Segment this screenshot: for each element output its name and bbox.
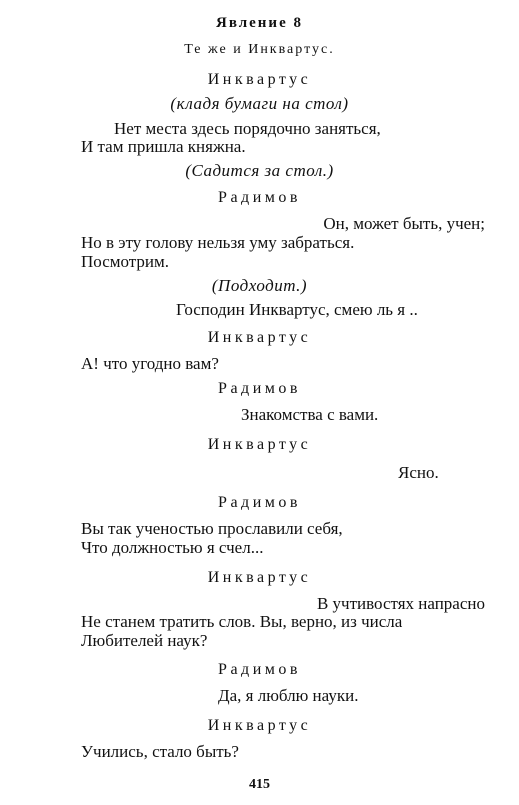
verse-line: Но в эту голову нельзя уму забраться. — [81, 233, 355, 252]
verse-line: Что должностью я счел... — [81, 538, 264, 557]
speaker-name: Инквартус — [207, 71, 312, 88]
stage-direction: (Подходит.) — [211, 276, 308, 295]
scene-title: Явление 8 — [215, 15, 303, 31]
verse-line: Вы так ученостью прославили себя, — [81, 519, 343, 538]
speaker-name: Радимов — [218, 661, 301, 678]
verse-line: Любителей наук? — [81, 631, 208, 650]
page-number: 415 — [249, 777, 270, 792]
speaker-name: Инквартус — [207, 569, 312, 586]
speaker-name: Инквартус — [207, 329, 312, 346]
verse-line: Ясно. — [398, 463, 439, 482]
verse-line: Посмотрим. — [81, 252, 170, 271]
stage-direction: (Садится за стол.) — [185, 161, 334, 180]
speaker-name: Радимов — [218, 494, 301, 511]
verse-line: Да, я люблю науки. — [218, 686, 359, 705]
verse-line: Знакомства с вами. — [241, 405, 379, 424]
verse-line: Он, может быть, учен; — [323, 214, 485, 233]
cast-note: Те же и Инквартус. — [184, 42, 335, 57]
verse-line: Господин Инквартус, смею ль я .. — [176, 300, 418, 319]
verse-line: Учились, стало быть? — [81, 742, 239, 761]
verse-line: И там пришла княжна. — [81, 137, 246, 156]
speaker-name: Инквартус — [207, 717, 312, 734]
verse-line: Не станем тратить слов. Вы, верно, из числа — [81, 612, 403, 631]
verse-line: Нет места здесь порядочно заняться, — [114, 119, 381, 138]
stage-direction: (кладя бумаги на стол) — [170, 94, 349, 113]
verse-line: В учтивостях напрасно — [316, 594, 485, 613]
speaker-name: Инквартус — [207, 436, 312, 453]
verse-line: А! что угодно вам? — [81, 354, 219, 373]
speaker-name: Радимов — [218, 189, 301, 206]
speaker-name: Радимов — [218, 380, 301, 397]
